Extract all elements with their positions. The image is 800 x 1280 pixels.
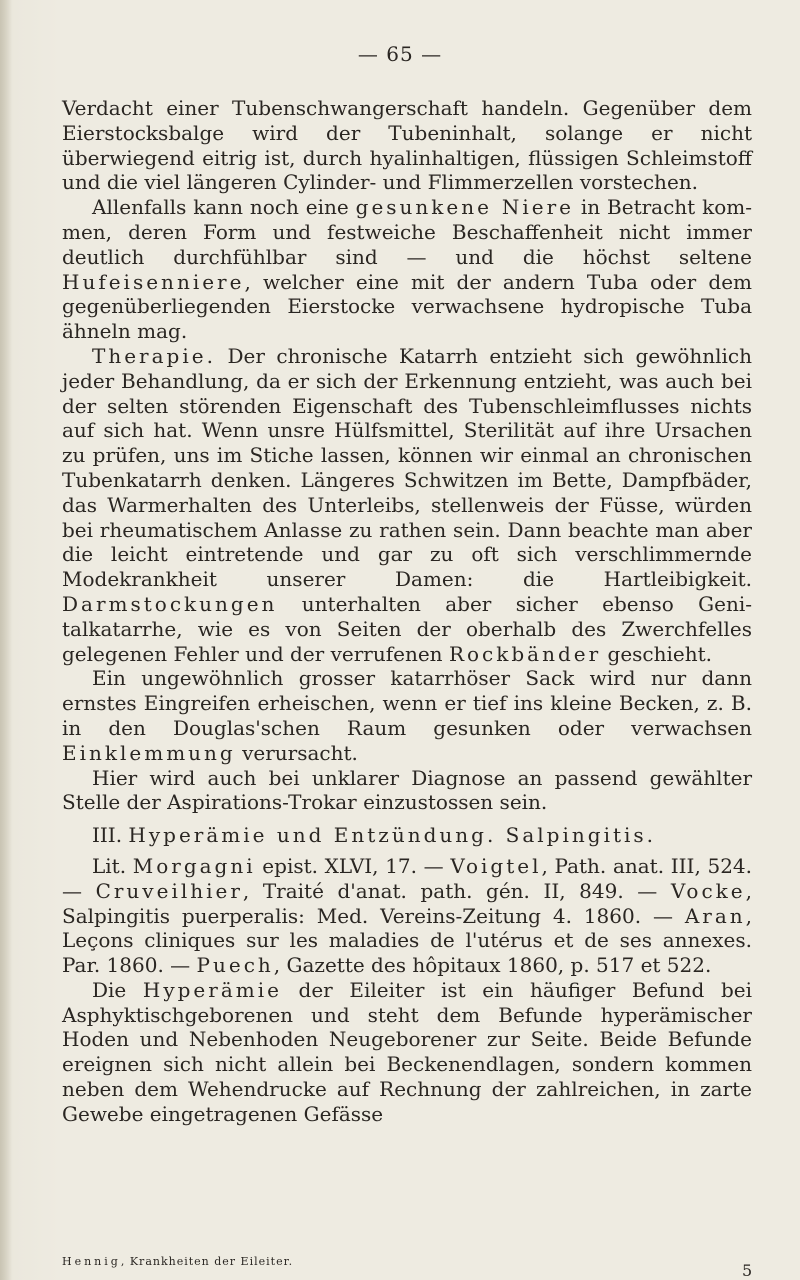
literature-paragraph bbox=[62, 854, 752, 978]
section-title: Hyperämie und Entzündung. Salpingitis. bbox=[128, 823, 657, 848]
footer-title: , Krankheiten der Eileiter. bbox=[120, 1255, 294, 1268]
page-edge-shadow bbox=[0, 0, 12, 1280]
spaced-term: Darmstockungen bbox=[62, 591, 278, 616]
paragraph-5: Hier wird auch bei unklarer Diagnose an passend gewählter Stelle der Aspirations-Trokar einzustossen sein. bbox=[62, 765, 752, 815]
section-number: III. bbox=[92, 823, 129, 848]
text-run: epist. XLVI, 17. — bbox=[255, 853, 451, 878]
text-run: unterhalten aber sicher ebenso Genitalkatarrhe, wie es von Seiten der oberhalb des Zwerchfelles gelegenen Fehler und der verrufenen bbox=[62, 591, 752, 666]
author-name: Aran bbox=[684, 903, 746, 928]
spaced-term: Hyperämie bbox=[142, 977, 282, 1002]
paragraph-4 bbox=[62, 666, 752, 765]
text-run: in Betracht kommen, deren Form und festweiche Beschaffenheit nicht immer deutlich durchfühlbar sind — und die höchst seltene bbox=[62, 195, 752, 269]
footer-author: Hennig bbox=[62, 1255, 121, 1268]
text-run: geschieht. bbox=[601, 641, 713, 666]
spaced-term: Einklemmung bbox=[62, 740, 236, 765]
text-run: Ein ungewöhnlich grosser katarrhöser Sack wird nur dann ernstes Eingreifen erheischen, wenn er tief ins kleine Becken, z. B. in den Douglas'schen Raum gesunken oder verwachsen bbox=[62, 666, 752, 740]
paragraph-7 bbox=[62, 978, 752, 1127]
paragraph-3 bbox=[62, 344, 752, 666]
page-body bbox=[62, 96, 752, 1127]
text-run: , welcher eine mit der andern Tuba oder dem gegenüberliegenden Eierstocke verwachsene hydropische Tuba ähneln mag. bbox=[62, 269, 752, 344]
section-heading bbox=[62, 823, 752, 848]
text-run: , Gazette des hôpitaux 1860, p. 517 et 522. bbox=[273, 953, 712, 978]
author-name: Vocke bbox=[670, 878, 746, 903]
signature-mark: 5 bbox=[742, 1261, 753, 1280]
text-run: , Traité d'anat. path. gén. II, 849. — bbox=[242, 878, 671, 903]
spaced-term: Rockbänder bbox=[448, 641, 602, 666]
author-name: Puech bbox=[196, 953, 274, 978]
text-run: verursacht. bbox=[235, 740, 358, 765]
paragraph-2 bbox=[62, 195, 752, 344]
text-run: Allenfalls kann noch eine bbox=[92, 195, 356, 220]
text-run: , Path. anat. III, 524. — bbox=[62, 853, 752, 903]
page-number: — 65 — bbox=[357, 42, 443, 66]
text-run: Die bbox=[92, 977, 143, 1002]
author-name: Morgagni bbox=[132, 853, 256, 878]
text-run: Lit. bbox=[92, 853, 133, 878]
spaced-term: Hufeisenniere bbox=[62, 269, 245, 294]
text-run: der Eileiter ist ein häufiger Befund bei Asphyktischgeborenen und steht dem Befunde hyperämischer Hoden und Nebenhoden Neugeborener zur Seite. Beide Befunde ereignen sich nicht allein bei Beckenendlagen, sondern kommen neben dem Wehendrucke auf Rechnung der zahlreichen, in zarte Gewebe eingetragenen Gefässe bbox=[62, 977, 752, 1126]
text-run: Der chronische Katarrh entzieht sich gewöhnlich jeder Behandlung, da er sich der Erkennung entzieht, was auch bei der selten störenden Eigenschaft des Tubenschleimflusses nichts auf sich hat. Wenn unsre Hülfsmittel, Sterilität auf ihre Ursachen zu prüfen, uns im Stiche lassen, können wir einmal an chronischen Tubenkatarrh denken. Längeres Schwitzen im Bette, Dampfbäder, das Warmerhalten des Unterleibs, stellenweis der Füsse, würden bei rheumatischem Anlasse zu rathen sein. Dann beachte man aber die leicht eintretende und gar zu oft sich verschlimmernde Modekrankheit unserer Damen: die Hartleibigkeit. bbox=[62, 343, 752, 592]
text-run: , Salpingitis puerperalis: Med. Vereins-Zeitung 4. 1860. — bbox=[62, 878, 752, 928]
paragraph-1: Verdacht einer Tubenschwangerschaft handeln. Gegenüber dem Eierstocksbalge wird der Tubeninhalt, solange er nicht überwiegend eitrig ist, durch hyalinhaltigen, flüssigen Schleimstoff und die viel längeren Cylinder- und Flimmerzellen vorstechen. bbox=[62, 96, 752, 195]
footer-running-title bbox=[62, 1255, 752, 1268]
spaced-term: Therapie. bbox=[92, 343, 216, 368]
spaced-term: gesunkene Niere bbox=[355, 195, 574, 220]
author-name: Voigtel bbox=[450, 853, 542, 878]
author-name: Cruveilhier bbox=[95, 878, 243, 903]
text-run: , Leçons cliniques sur les maladies de l'utérus et de ses annexes. Par. 1860. — bbox=[62, 903, 752, 978]
